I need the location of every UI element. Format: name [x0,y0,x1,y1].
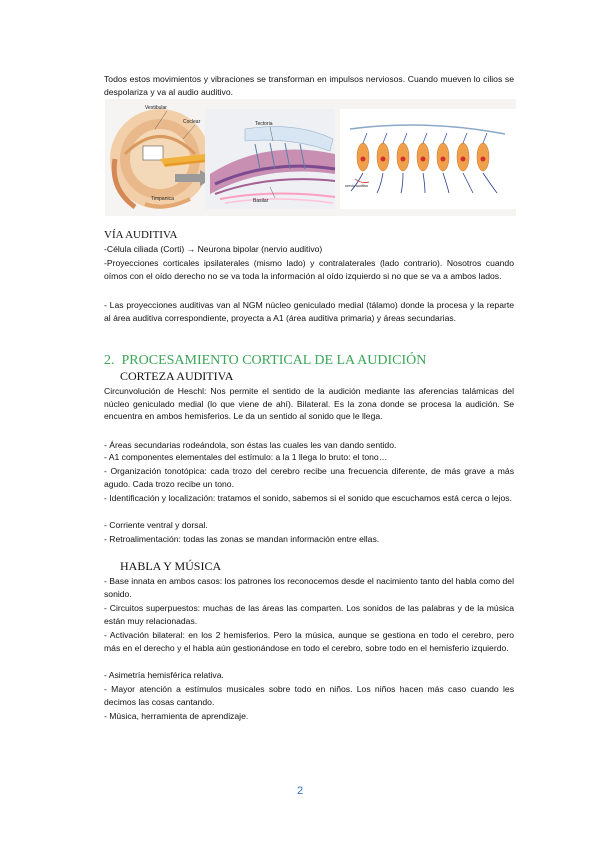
label-coclear: Coclear [183,119,201,125]
corteza-line-3: - A1 componentes elementales del estímulo: a la 1 llega lo bruto: el tono… [104,452,388,462]
section-number: 2. [104,353,115,368]
label-tectoria: Tectoria [255,121,273,127]
via-auditiva-heading: VÍA AUDITIVA [104,229,178,241]
cochlea-figure [105,99,516,216]
section-2-heading [104,353,426,369]
via-line-2: -Proyecciones corticales ipsilaterales (mismo lado) y contralaterales (lado contrario). Nosotros cuando oímos con el oído derecho no se va toda la información al oído izquierdo si no que se va a ambos lados. [104,258,514,281]
corteza-line-1: Circunvolución de Heschl: Nos permite el sentido de la audición mediante las aferencias talámicas del núcleo geniculado medial (lo que viene de ahí). Bilateral. Es la zona donde se procesa la audición. Se encuentra en ambos hemisferios. Le da un sentido al sonido que le llega. [104,386,514,422]
corteza-line-7: - Retroalimentación: todas las zonas se mandan información entre ellas. [104,534,380,544]
corteza-line-5: - Identificación y localización: tratamos el sonido, sabemos si el sonido que escuchamos está cerca o lejos. [104,493,512,503]
habla-line-6: - Música, herramienta de aprendizaje. [104,711,249,721]
habla-line-5: - Mayor atención a estímulos musicales sobre todo en niños. Los niños hacen más caso cuando les decimos las cosas cantando. [104,684,514,707]
page-number: 2 [296,785,304,797]
via-line-1: -Célula ciliada (Corti) → Neurona bipolar (nervio auditivo) [104,244,323,254]
hair-cells [340,109,516,209]
section-title: PROCESAMIENTO CORTICAL DE LA AUDICIÓN [121,353,427,368]
corteza-line-6: - Corriente ventral y dorsal. [104,520,208,530]
label-vestibular: Vestibular [145,105,167,111]
via-line-3: - Las proyecciones auditivas van al NGM núcleo geniculado medial (tálamo) donde la procesa y la reparte al área auditiva correspondiente, proyecta a A1 (área auditiva primaria) y áreas secundarias. [104,300,514,323]
habla-line-3: - Activación bilateral: en los 2 hemisferios. Pero la música, aunque se gestiona en todo el cerebro, pero más en el derecho y el habla aún gestionándose en todo el cerebro, sobre todo en el hemisferio izquierdo. [104,630,514,653]
corteza-line-2: - Áreas secundarias rodeándola, son éstas las cuales les van dando sentido. [104,440,397,450]
habla-line-1: - Base innata en ambos casos: los patrones los reconocemos desde el nacimiento tanto del habla como del sonido. [104,576,514,599]
label-nerve: nervio auditivo [345,184,369,188]
cochlea-illustration [105,99,516,216]
habla-musica-heading: HABLA Y MÚSICA [120,559,222,573]
label-timpanica: Timpanica [151,196,174,202]
corteza-auditiva-heading: CORTEZA AUDITIVA [120,369,234,383]
habla-line-4: - Asimetría hemisférica relativa. [104,670,224,680]
habla-line-2: - Circuitos superpuestos: muchas de las áreas las comparten. Los sonidos de las palabras y de la música están muy relacionadas. [104,603,514,626]
corteza-line-4: - Organización tonotópica: cada trozo del cerebro recibe una frecuencia diferente, de más grave a más agudo. Cada trozo recibe un tono. [104,466,514,489]
label-basilar: Basilar [253,198,269,204]
intro-paragraph: Todos estos movimientos y vibraciones se transforman en impulsos nerviosos. Cuando mueven lo cilios se despolariza y va al audio auditivo. [104,74,514,97]
